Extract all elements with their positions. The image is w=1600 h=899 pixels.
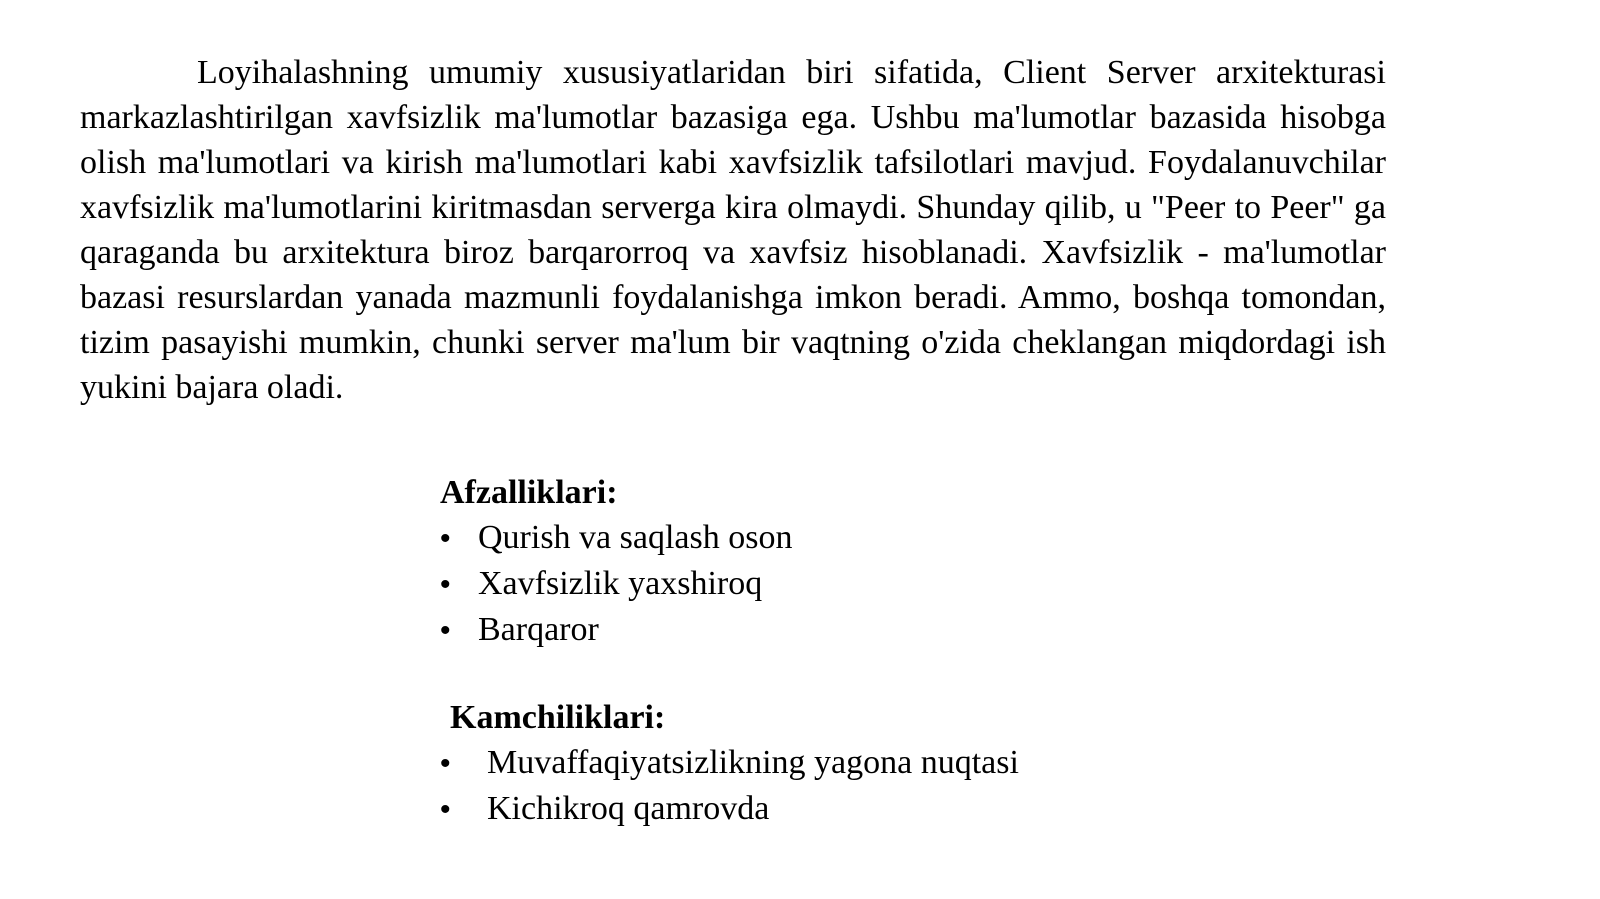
bullet-icon: • <box>440 522 451 555</box>
advantages-list <box>440 515 792 653</box>
bullet-icon: • <box>440 614 451 647</box>
list-item <box>440 786 1019 832</box>
bullet-icon: • <box>440 793 451 826</box>
bullet-icon: • <box>440 568 451 601</box>
body-paragraph: Loyihalashning umumiy xususiyatlaridan biri sifatida, Client Server arxitekturasi markazlashtirilgan xavfsizlik ma'lumotlar bazasiga ega. Ushbu ma'lumotlar bazasida hisobga olish ma'lumotlari va kirish ma'lumotlari kabi xavfsizlik tafsilotlari mavjud. Foydalanuvchilar xavfsizlik ma'lumotlarini kiritmasdan serverga kira olmaydi. Shunday qilib, u "Peer to Peer" ga qaraganda bu arxitektura biroz barqarorroq va xavfsiz hisoblanadi. Xavfsizlik - ma'lumotlar bazasi resurslardan yanada mazmunli foydalanishga imkon beradi. Ammo, boshqa tomondan, tizim pasayishi mumkin, chunki server ma'lum bir vaqtning o'zida cheklangan miqdordagi ish yukini bajara oladi. <box>80 54 1386 406</box>
list-item <box>440 561 792 607</box>
disadvantages-heading: Kamchiliklari: <box>450 699 666 736</box>
list-item <box>440 740 1019 786</box>
disadvantages-list <box>440 740 1019 832</box>
list-item-text: Xavfsizlik yaxshiroq <box>478 565 763 602</box>
list-item-text: Barqaror <box>478 611 599 648</box>
list-item <box>440 515 792 561</box>
bullet-icon: • <box>440 747 451 780</box>
advantages-heading: Afzalliklari: <box>440 474 618 511</box>
list-item <box>440 607 792 653</box>
list-item-text: Muvaffaqiyatsizlikning yagona nuqtasi <box>487 744 1019 781</box>
list-item-text: Qurish va saqlash oson <box>478 519 793 556</box>
list-item-text: Kichikroq qamrovda <box>487 790 770 827</box>
